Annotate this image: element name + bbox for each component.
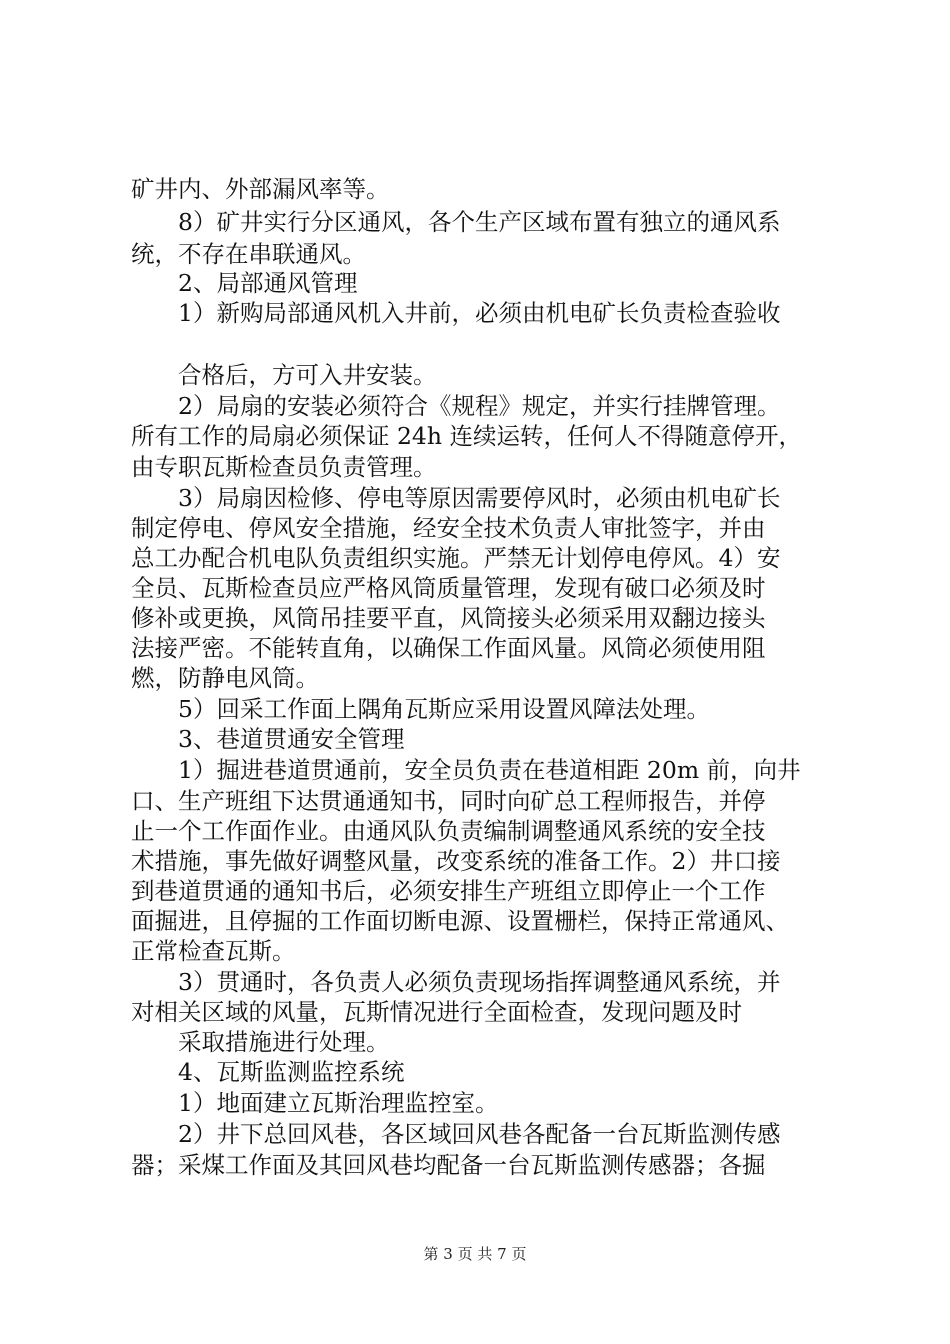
text-line: 面掘进，且停掘的工作面切断电源、设置栅栏，保持正常通风、 <box>131 907 789 935</box>
text-line: 5）回采工作面上隅角瓦斯应采用设置风障法处理。 <box>178 695 710 723</box>
text-line: 术措施，事先做好调整风量，改变系统的准备工作。2）井口接 <box>131 847 781 875</box>
section-heading: 2、局部通风管理 <box>178 269 358 297</box>
text-line: 口、生产班组下达贯通通知书，同时向矿总工程师报告，并停 <box>131 787 766 815</box>
page-footer: 第 3 页 共 7 页 <box>423 1245 527 1263</box>
text-line: 2）局扇的安装必须符合《规程》规定，并实行挂牌管理。 <box>178 392 781 420</box>
text-line: 8）矿井实行分区通风，各个生产区域布置有独立的通风系 <box>178 208 781 236</box>
text-line: 采取措施进行处理。 <box>178 1028 390 1056</box>
text-line: 由专职瓦斯检查员负责管理。 <box>131 453 437 481</box>
text-line: 正常检查瓦斯。 <box>131 937 296 965</box>
text-line: 1）地面建立瓦斯治理监控室。 <box>178 1089 499 1117</box>
text-line: 止一个工作面作业。由通风队负责编制调整通风系统的安全技 <box>131 817 766 845</box>
text-line: 1）掘进巷道贯通前，安全员负责在巷道相距 20m 前，向井 <box>178 756 801 784</box>
text-line: 矿井内、外部漏风率等。 <box>131 175 390 203</box>
text-line: 法接严密。不能转直角，以确保工作面风量。风筒必须使用阻 <box>131 634 766 662</box>
text-line: 总工办配合机电队负责组织实施。严禁无计划停电停风。4）安 <box>131 544 781 572</box>
text-line: 统，不存在串联通风。 <box>131 240 366 268</box>
text-line: 器；采煤工作面及其回风巷均配备一台瓦斯监测传感器；各掘 <box>131 1151 766 1179</box>
text-line: 3）贯通时，各负责人必须负责现场指挥调整通风系统，并 <box>178 968 781 996</box>
section-heading: 3、巷道贯通安全管理 <box>178 725 405 753</box>
text-line: 1）新购局部通风机入井前，必须由机电矿长负责检查验收 <box>178 299 781 327</box>
text-line: 2）井下总回风巷，各区域回风巷各配备一台瓦斯监测传感 <box>178 1120 781 1148</box>
text-line: 到巷道贯通的通知书后，必须安排生产班组立即停止一个工作 <box>131 877 766 905</box>
text-line: 合格后，方可入井安装。 <box>178 361 437 389</box>
text-line: 所有工作的局扇必须保证 24h 连续运转，任何人不得随意停开， <box>131 422 802 450</box>
text-line: 对相关区域的风量，瓦斯情况进行全面检查，发现问题及时 <box>131 998 742 1026</box>
text-line: 燃，防静电风筒。 <box>131 664 319 692</box>
text-line: 制定停电、停风安全措施，经安全技术负责人审批签字，并由 <box>131 514 766 542</box>
text-line: 修补或更换，风筒吊挂要平直，风筒接头必须采用双翻边接头 <box>131 604 766 632</box>
text-line: 3）局扇因检修、停电等原因需要停风时，必须由机电矿长 <box>178 484 781 512</box>
text-line: 全员、瓦斯检查员应严格风筒质量管理，发现有破口必须及时 <box>131 574 766 602</box>
section-heading: 4、瓦斯监测监控系统 <box>178 1058 405 1086</box>
